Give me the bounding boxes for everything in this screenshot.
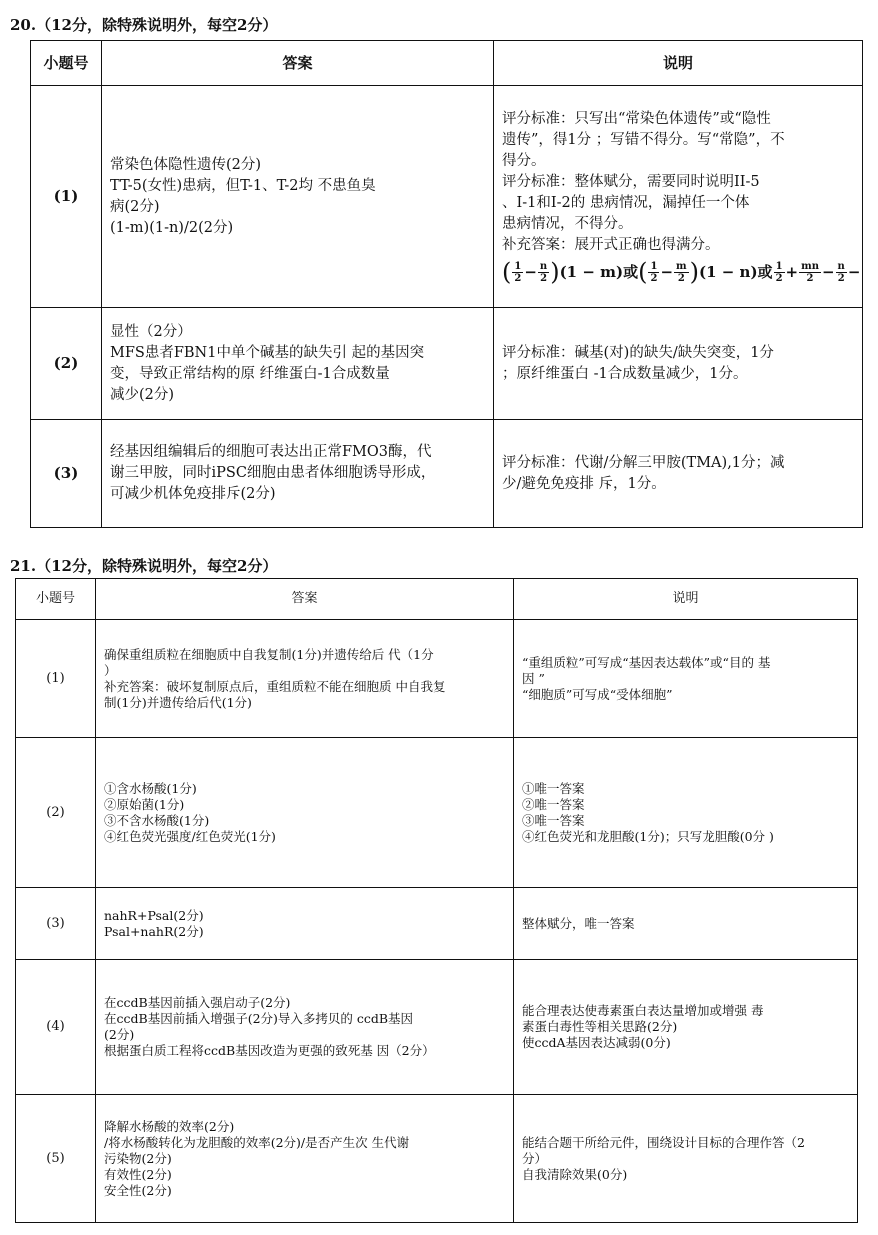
note-line: ④红色荧光和龙胆酸(1分)；只写龙胆酸(0分 )	[522, 828, 774, 844]
note-line: 补充答案：展开式正确也得满分。	[502, 237, 720, 253]
answer-line: (1-m)(1-n)/2(2分)	[110, 219, 234, 236]
row-number: (1)	[16, 620, 96, 738]
answer-cell	[96, 738, 514, 888]
q20-title: 20.（12分，除特殊说明外，每空2分）	[10, 16, 278, 34]
q20-answer-table	[30, 40, 863, 528]
header-answer: 答案	[102, 41, 494, 86]
answer-cell	[102, 420, 494, 528]
table-header-row	[16, 579, 858, 620]
note-line: 、I-1和I-2的 患病情况，漏掉任一个体	[502, 195, 750, 211]
q21-title: 21.（12分，除特殊说明外，每空2分）	[10, 557, 278, 575]
note-cell	[514, 1095, 858, 1223]
note-line: 患病情况，不得分。	[502, 216, 633, 232]
answer-line: 谢三甲胺，同时iPSC细胞由患者体细胞诱导形成，	[110, 465, 436, 481]
note-line: 得分。	[502, 153, 546, 169]
answer-line: (2分)	[104, 1027, 135, 1042]
answer-line: 显性（2分）	[110, 323, 192, 340]
answer-line: ④红色荧光强度/红色荧光(1分)	[104, 828, 276, 844]
header-answer: 答案	[96, 579, 514, 620]
note-line: 评分标准：代谢/分解三甲胺(TMA),1分；减	[502, 454, 785, 471]
note-cell	[514, 738, 858, 888]
q21-answer-table	[15, 578, 858, 1223]
table-row	[16, 738, 858, 888]
answer-line: ③不含水杨酸(1分)	[104, 812, 210, 828]
answer-line: /将水杨酸转化为龙胆酸的效率(2分)/是否产生次 生代谢	[104, 1134, 410, 1150]
row-number: (3)	[16, 888, 96, 960]
note-line: 能结合题干所给元件，围绕设计目标的合理作答（2	[522, 1134, 805, 1150]
note-line: ③唯一答案	[522, 812, 585, 828]
table-row	[31, 420, 863, 528]
answer-line: nahR+Psal(2分)	[104, 907, 204, 923]
header-note: 说明	[494, 41, 863, 86]
answer-line: 可减少机体免疫排斥(2分)	[110, 486, 276, 502]
header-number: 小题号	[31, 41, 102, 86]
answer-line: 变，导致正常结构的原 纤维蛋白-1合成数量	[110, 365, 390, 382]
table-row	[31, 308, 863, 420]
note-line: 评分标准：只写出“常染色体遗传”或“隐性	[502, 111, 771, 127]
note-line: 自我清除效果(0分)	[522, 1166, 628, 1182]
answer-line: 常染色体隐性遗传(2分)	[110, 156, 262, 173]
table-header-row	[31, 41, 863, 86]
note-cell	[494, 86, 863, 308]
answer-line: 制(1分)并遗传给后代(1分)	[104, 694, 252, 710]
note-line: 少/避免免疫排 斥，1分。	[502, 475, 666, 492]
answer-cell	[96, 1095, 514, 1223]
table-row	[31, 86, 863, 308]
note-line: 能合理表达使毒素蛋白表达量增加或增强 毒	[522, 1003, 764, 1018]
row-number: (2)	[31, 308, 102, 420]
expansion-formula: ( $\frac{1}{2}$ − $\frac{n}{2}$ ) (1 − m)或 ( $\frac{1}{2}$ − $\frac{m}{2}$ ) (1 − n)或 $\frac{1}{2}$ + $\frac{mn}{2}$ − $\frac{n}{2}$ −	[502, 258, 861, 286]
header-note: 说明	[514, 579, 858, 620]
answer-cell	[102, 308, 494, 420]
answer-line: MFS患者FBN1中单个碱基的缺失引 起的基因突	[110, 344, 425, 361]
answer-line: ）	[104, 662, 117, 678]
table-row	[16, 1095, 858, 1223]
table-row	[16, 960, 858, 1095]
note-line: 整体赋分，唯一答案	[522, 915, 635, 931]
row-number: (5)	[16, 1095, 96, 1223]
note-cell	[514, 620, 858, 738]
answer-line: 有效性(2分)	[104, 1166, 172, 1182]
note-cell	[494, 308, 863, 420]
note-line: 因 ”	[522, 670, 545, 686]
answer-line: 确保重组质粒在细胞质中自我复制(1分)并遗传给后 代（1分	[104, 646, 434, 662]
answer-line: ①含水杨酸(1分)	[104, 780, 197, 796]
row-number: (2)	[16, 738, 96, 888]
answer-line: Psal+nahR(2分)	[104, 923, 204, 939]
row-number: (4)	[16, 960, 96, 1095]
note-line: “细胞质”可写成“受体细胞”	[522, 686, 673, 702]
row-number: (1)	[31, 86, 102, 308]
answer-cell	[96, 620, 514, 738]
note-line: 分）	[522, 1150, 548, 1166]
answer-line: 安全性(2分)	[104, 1182, 172, 1198]
note-line: ①唯一答案	[522, 780, 585, 796]
answer-line: 经基因组编辑后的细胞可表达出正常FMO3酶，代	[110, 444, 432, 460]
answer-cell	[96, 888, 514, 960]
answer-line: 在ccdB基因前插入增强子(2分)导入多拷贝的 ccdB基因	[104, 1011, 414, 1026]
note-line: 评分标准：整体赋分，需要同时说明II-5	[502, 174, 760, 190]
answer-line: 根据蛋白质工程将ccdB基因改造为更强的致死基 因（2分）	[104, 1043, 435, 1058]
table-row	[16, 620, 858, 738]
note-line: 遗传”，得1分 ；写错不得分。写“常隐”，不	[502, 132, 785, 148]
answer-line: 污染物(2分)	[104, 1150, 172, 1166]
note-line: “重组质粒”可写成“基因表达载体”或“目的 基	[522, 654, 771, 670]
row-number: (3)	[31, 420, 102, 528]
answer-cell	[96, 960, 514, 1095]
answer-line: 减少(2分)	[110, 386, 175, 403]
note-cell	[494, 420, 863, 528]
answer-line: 在ccdB基因前插入强启动子(2分)	[104, 995, 291, 1010]
answer-line: 补充答案：破坏复制原点后，重组质粒不能在细胞质 中自我复	[104, 678, 446, 694]
answer-line: 降解水杨酸的效率(2分)	[104, 1118, 235, 1134]
note-cell	[514, 960, 858, 1095]
note-cell	[514, 888, 858, 960]
answer-line: TT-5(女性)患病，但T-1、T-2均 不患鱼臭	[110, 177, 376, 194]
note-line: ②唯一答案	[522, 796, 585, 812]
answer-line: ②原始菌(1分)	[104, 796, 185, 812]
answer-cell	[102, 86, 494, 308]
answer-line: 病(2分)	[110, 198, 160, 215]
note-line: 素蛋白毒性等相关思路(2分)	[522, 1019, 678, 1034]
header-number: 小题号	[16, 579, 96, 620]
note-line: 评分标准：碱基(对)的缺失/缺失突变，1分	[502, 344, 774, 361]
note-line: ；原纤维蛋白 -1合成数量减少，1分。	[502, 365, 748, 382]
table-row	[16, 888, 858, 960]
note-line: 使ccdA基因表达减弱(0分)	[522, 1035, 671, 1050]
